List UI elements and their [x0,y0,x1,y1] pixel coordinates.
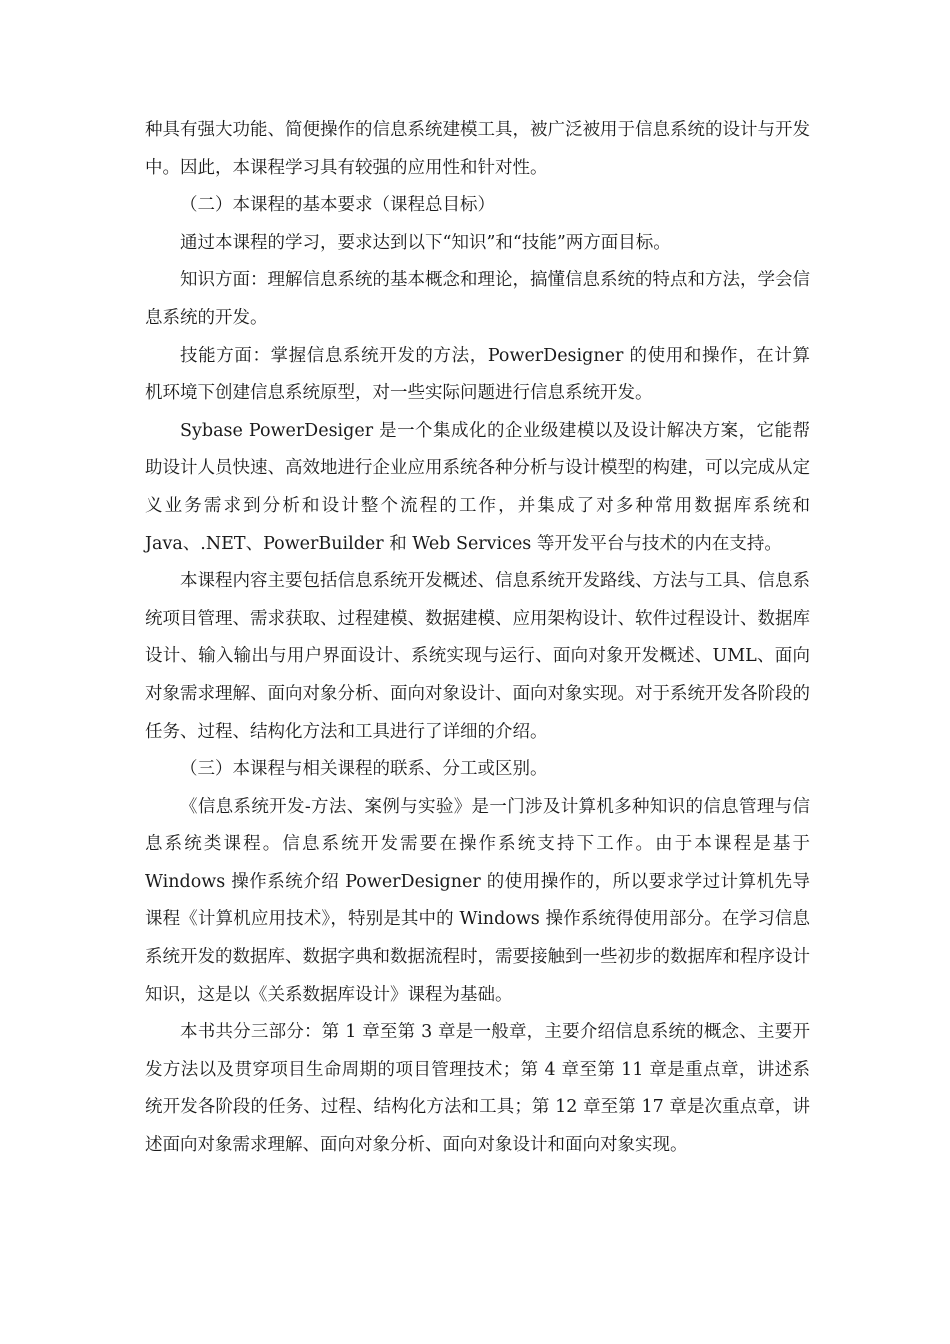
document-body [145,112,810,1165]
paragraph-continuation: 种具有强大功能、简便操作的信息系统建模工具，被广泛被用于信息系统的设计与开发中。因此，本课程学习具有较强的应用性和针对性。 [145,120,810,178]
paragraph-related-courses: 《信息系统开发-方法、案例与实验》是一门涉及计算机多种知识的信息管理与信息系统类课程。信息系统开发需要在操作系统支持下工作。由于本课程是基于 Windows 操作系统介绍 PowerDesigner 的使用操作的，所以要求学过计算机先导课程《计算机应用技术》，特别是其中的 Windows 操作系统得使用部分。在学习信息系统开发的数据库、数据字典和数据流程时，需要接触到一些初步的数据库和程序设计知识，这是以《关系数据库设计》课程为基础。 [145,796,810,1005]
paragraph-course-content: 本课程内容主要包括信息系统开发概述、信息系统开发路线、方法与工具、信息系统项目管理、需求获取、过程建模、数据建模、应用架构设计、软件过程设计、数据库设计、输入输出与用户界面设计、系统实现与运行、面向对象开发概述、UML、面向对象需求理解、面向对象分析、面向对象设计、面向对象实现。对于系统开发各阶段的任务、过程、结构化方法和工具进行了详细的介绍。 [145,571,810,742]
paragraph-skills: 技能方面：掌握信息系统开发的方法，PowerDesigner 的使用和操作，在计算机环境下创建信息系统原型，对一些实际问题进行信息系统开发。 [145,345,810,404]
section-heading-related-courses: （三）本课程与相关课程的联系、分工或区别。 [180,759,548,780]
paragraph-knowledge: 知识方面：理解信息系统的基本概念和理论，搞懂信息系统的特点和方法，学会信息系统的开发。 [145,270,810,328]
section-heading-basic-requirements: （二）本课程的基本要求（课程总目标） [180,195,495,216]
paragraph-powerdesigner: Sybase PowerDesiger 是一个集成化的企业级建模以及设计解决方案，它能帮助设计人员快速、高效地进行企业应用系统各种分析与设计模型的构建，可以完成从定义业务需求到分析和设计整个流程的工作，并集成了对多种常用数据库系统和 Java、.NET、PowerBuilder 和 Web Services 等开发平台与技术的内在支持。 [145,420,810,554]
paragraph-goals-intro: 通过本课程的学习，要求达到以下“知识”和“技能”两方面目标。 [180,232,671,253]
paragraph-book-structure: 本书共分三部分：第 1 章至第 3 章是一般章，主要介绍信息系统的概念、主要开发方法以及贯穿项目生命周期的项目管理技术；第 4 章至第 11 章是重点章，讲述系统开发各阶段的任务、过程、结构化方法和工具；第 12 章至第 17 章是次重点章，讲述面向对象需求理解、面向对象分析、面向对象设计和面向对象实现。 [145,1022,810,1156]
